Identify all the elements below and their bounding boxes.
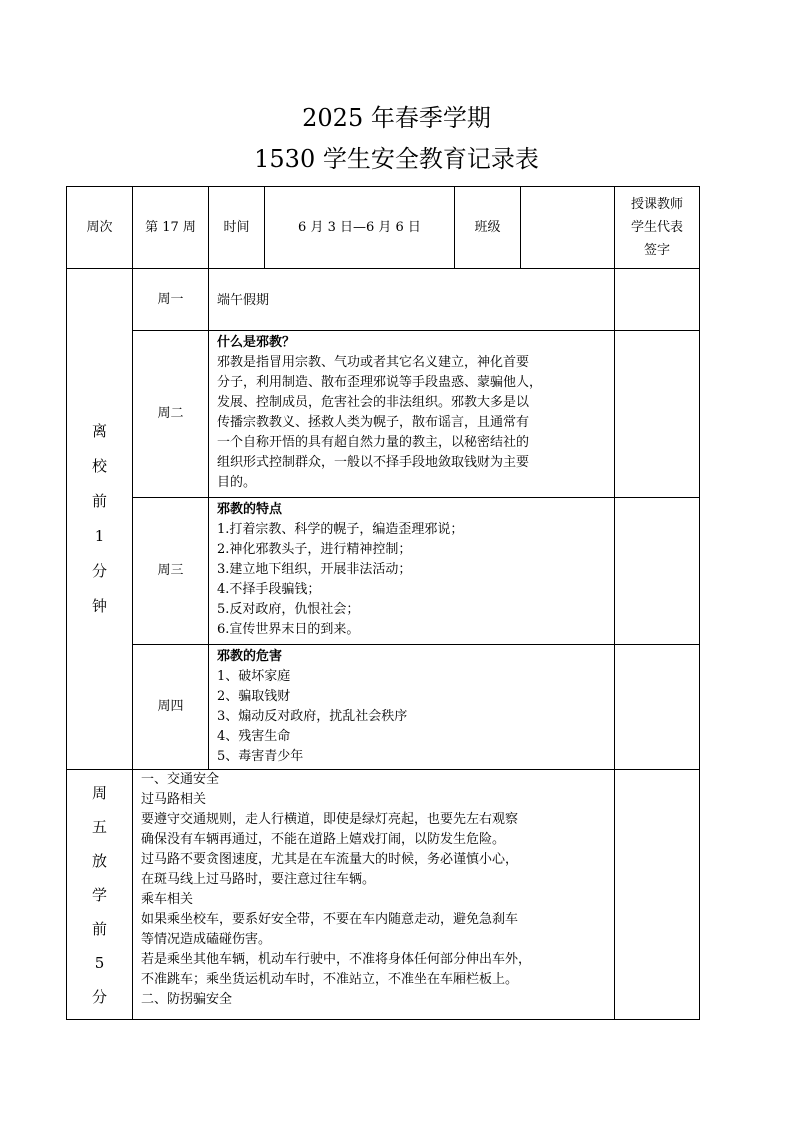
signature-cell-wednesday [615, 498, 700, 645]
content-tuesday: 什么是邪教？ 邪教是指冒用宗教、气功或者其它名义建立，神化首要 分子，利用制造、散布歪理邪说等手段蛊惑、蒙骗他人， 发展、控制成员，危害社会的非法组织。邪教大多是以 传播宗教教义、拯救人类为幌子，散布谣言，且通常有 一个自称开悟的具有超自然力量的教主，以秘密结社的 组织形式控制群众，一般以不择手段地敛取钱财为主要 目的。 [209, 331, 615, 498]
class-label: 班级 [455, 187, 521, 269]
class-value [521, 187, 615, 269]
tuesday-heading: 什么是邪教？ [217, 335, 296, 350]
row-thursday [67, 645, 700, 770]
title-line-2: 1530 学生安全教育记录表 [254, 145, 539, 173]
safety-record-table [66, 186, 700, 1020]
section1-label [67, 269, 133, 770]
row-friday [67, 770, 700, 1020]
day-label-monday: 周一 [133, 269, 209, 331]
signature-line-1: 授课教师 [630, 197, 683, 212]
signature-cell-monday [615, 269, 700, 331]
week-label: 周次 [67, 187, 133, 269]
content-monday: 端午假期 [209, 269, 615, 331]
section1-vertical-label: 离 校 前 1 分 钟 [91, 422, 107, 615]
signature-cell-thursday [615, 645, 700, 770]
time-value: 6 月 3 日—6 月 6 日 [265, 187, 455, 269]
section2-vertical-label: 周 五 放 学 前 5 分 [91, 784, 107, 1006]
day-label-tuesday: 周二 [133, 331, 209, 498]
signature-cell-tuesday [615, 331, 700, 498]
signature-line-3: 签字 [643, 243, 670, 258]
day-label-thursday: 周四 [133, 645, 209, 770]
row-monday [67, 269, 700, 331]
content-wednesday: 邪教的特点 1.打着宗教、科学的幌子，编造歪理邪说； 2.神化邪教头子，进行精神控制； 3.建立地下组织，开展非法活动； 4.不择手段骗钱； 5.反对政府，仇恨社会； 6.宣传世界末日的到来。 [209, 498, 615, 645]
time-label: 时间 [209, 187, 265, 269]
signature-cell-friday [615, 770, 700, 1020]
signature-line-2: 学生代表 [630, 220, 683, 235]
row-tuesday [67, 331, 700, 498]
header-row [67, 187, 700, 269]
section2-label [67, 770, 133, 1020]
wednesday-heading: 邪教的特点 [217, 502, 283, 517]
title-line-1: 2025 年春季学期 [302, 104, 491, 132]
content-thursday: 邪教的危害 1、破坏家庭 2、骗取钱财 3、煽动反对政府，扰乱社会秩序 4、残害生命 5、毒害青少年 [209, 645, 615, 770]
thursday-heading: 邪教的危害 [217, 649, 283, 664]
content-friday: 一、交通安全 过马路相关 要遵守交通规则，走人行横道，即使是绿灯亮起，也要先左右观察 确保没有车辆再通过，不能在道路上嬉戏打闹，以防发生危险。 过马路不要贪图速度，尤其是在车流量大的时候，务必谨慎小心， 在斑马线上过马路时，要注意过往车辆。 乘车相关 如果乘坐校车，要系好安全带，不要在车内随意走动，避免急刹车 等情况造成磕碰伤害。 若是乘坐其他车辆，机动车行驶中，不准将身体任何部分伸出车外， 不准跳车；乘坐货运机动车时，不准站立，不准坐在车厢栏板上。 二、防拐骗安全 [133, 770, 615, 1020]
row-wednesday [67, 498, 700, 645]
day-label-wednesday: 周三 [133, 498, 209, 645]
week-value: 第 17 周 [133, 187, 209, 269]
signature-header [615, 187, 700, 269]
